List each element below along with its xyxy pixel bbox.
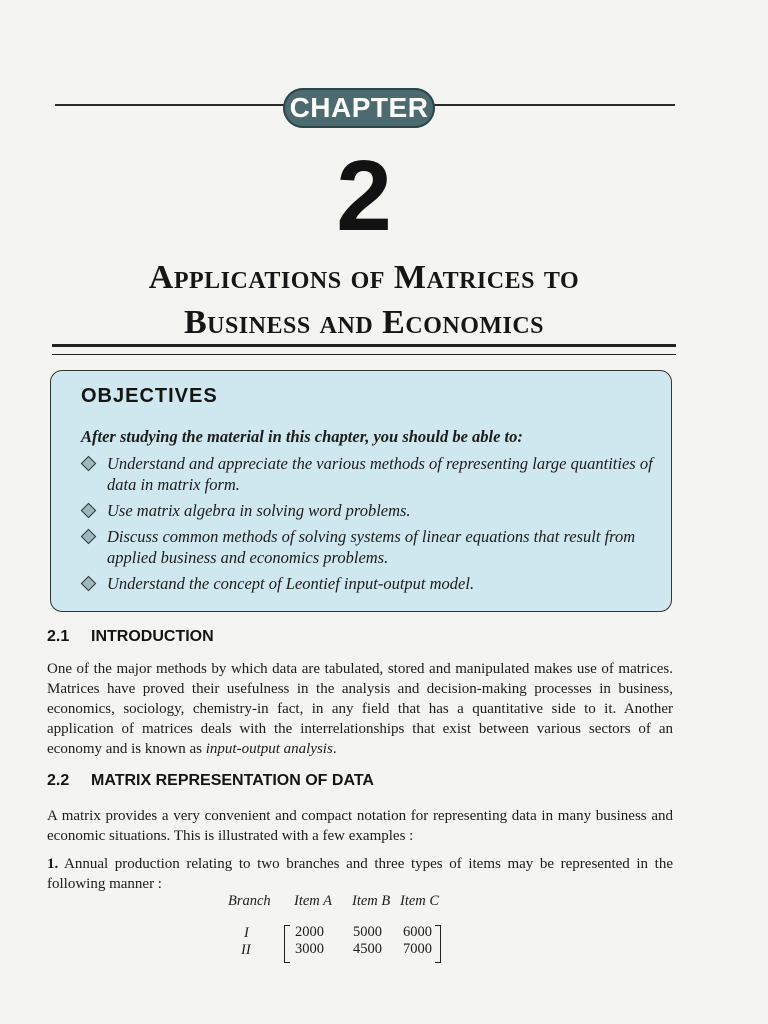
objectives-box [50, 370, 672, 612]
objective-item [81, 453, 666, 495]
objective-text: Use matrix algebra in solving word problems. [107, 501, 411, 520]
matrix-column-header: Item B [352, 893, 391, 909]
diamond-bullet-icon [81, 576, 97, 592]
matrix-cell: 2000 [295, 924, 324, 940]
diamond-bullet-icon [81, 456, 97, 472]
matrix-column-header: Item C [400, 893, 440, 909]
chapter-rule-right [430, 104, 675, 106]
section-number: 2.1 [47, 628, 70, 645]
matrix-representation-paragraph: A matrix provides a very convenient and compact notation for representing data in many business and economic situations. This is illustrated with a few examples : [47, 808, 673, 844]
diamond-bullet-icon [81, 503, 97, 519]
matrix-cell: 7000 [403, 941, 432, 957]
paragraph-text-end: . [332, 741, 337, 757]
objective-text: Understand and appreciate the various methods of representing large quantities of data in matrix form. [107, 454, 653, 494]
objective-text: Discuss common methods of solving systems of linear equations that result from applied business and economics problems. [107, 527, 636, 567]
diamond-bullet-icon [81, 529, 97, 545]
objectives-heading: OBJECTIVES [81, 385, 218, 407]
example-number: 1. [47, 856, 59, 872]
emphasis-text: input-output analysis [205, 741, 333, 757]
objective-text: Understand the concept of Leontief input-output model. [107, 574, 475, 593]
objectives-intro: After studying the material in this chapter, you should be able to: [81, 427, 523, 446]
chapter-title-line-1: Applications of Matrices to [148, 259, 580, 296]
matrix-cell: 3000 [295, 941, 324, 957]
matrix-column-header: Item A [294, 893, 332, 909]
section-heading-matrix-representation [47, 772, 374, 790]
matrix-cell: 4500 [353, 941, 382, 957]
section-number: 2.2 [47, 772, 70, 789]
matrix-cell: 6000 [403, 924, 432, 940]
section-title: INTRODUCTION [91, 628, 214, 645]
chapter-title-line-2: Business and Economics [183, 304, 545, 341]
matrix-row-label: II [241, 942, 251, 958]
right-bracket [435, 925, 441, 963]
matrix-header-branch: Branch [228, 893, 271, 909]
objective-item [81, 573, 666, 594]
objective-item [81, 500, 666, 521]
section-title: MATRIX REPRESENTATION OF DATA [91, 772, 374, 789]
objective-item [81, 526, 666, 568]
matrix-brackets [284, 925, 444, 965]
chapter-number: 2 [336, 140, 392, 252]
matrix-row-label: I [244, 925, 249, 941]
matrix-cell: 5000 [353, 924, 382, 940]
paragraph-text: One of the major methods by which data are tabulated, stored and manipulated makes use of matrices. Matrices have proved their usefulness in the analysis and decision-making processes in business, economics, sociology, chemistry-in fact, in any field that has a quantitative side to it. Another application of matrices deals with the interrelationships that exist between various sectors of an economy and is known as [47, 661, 673, 757]
section-heading-introduction [47, 628, 214, 646]
objectives-list [81, 453, 666, 599]
chapter-badge: CHAPTER [283, 88, 435, 128]
example-text: Annual production relating to two branches and three types of items may be represented in the following manner : [47, 856, 673, 892]
chapter-rule-left [55, 104, 290, 106]
introduction-paragraph [47, 659, 673, 759]
title-double-rule [52, 344, 676, 355]
example-paragraph [47, 854, 673, 894]
